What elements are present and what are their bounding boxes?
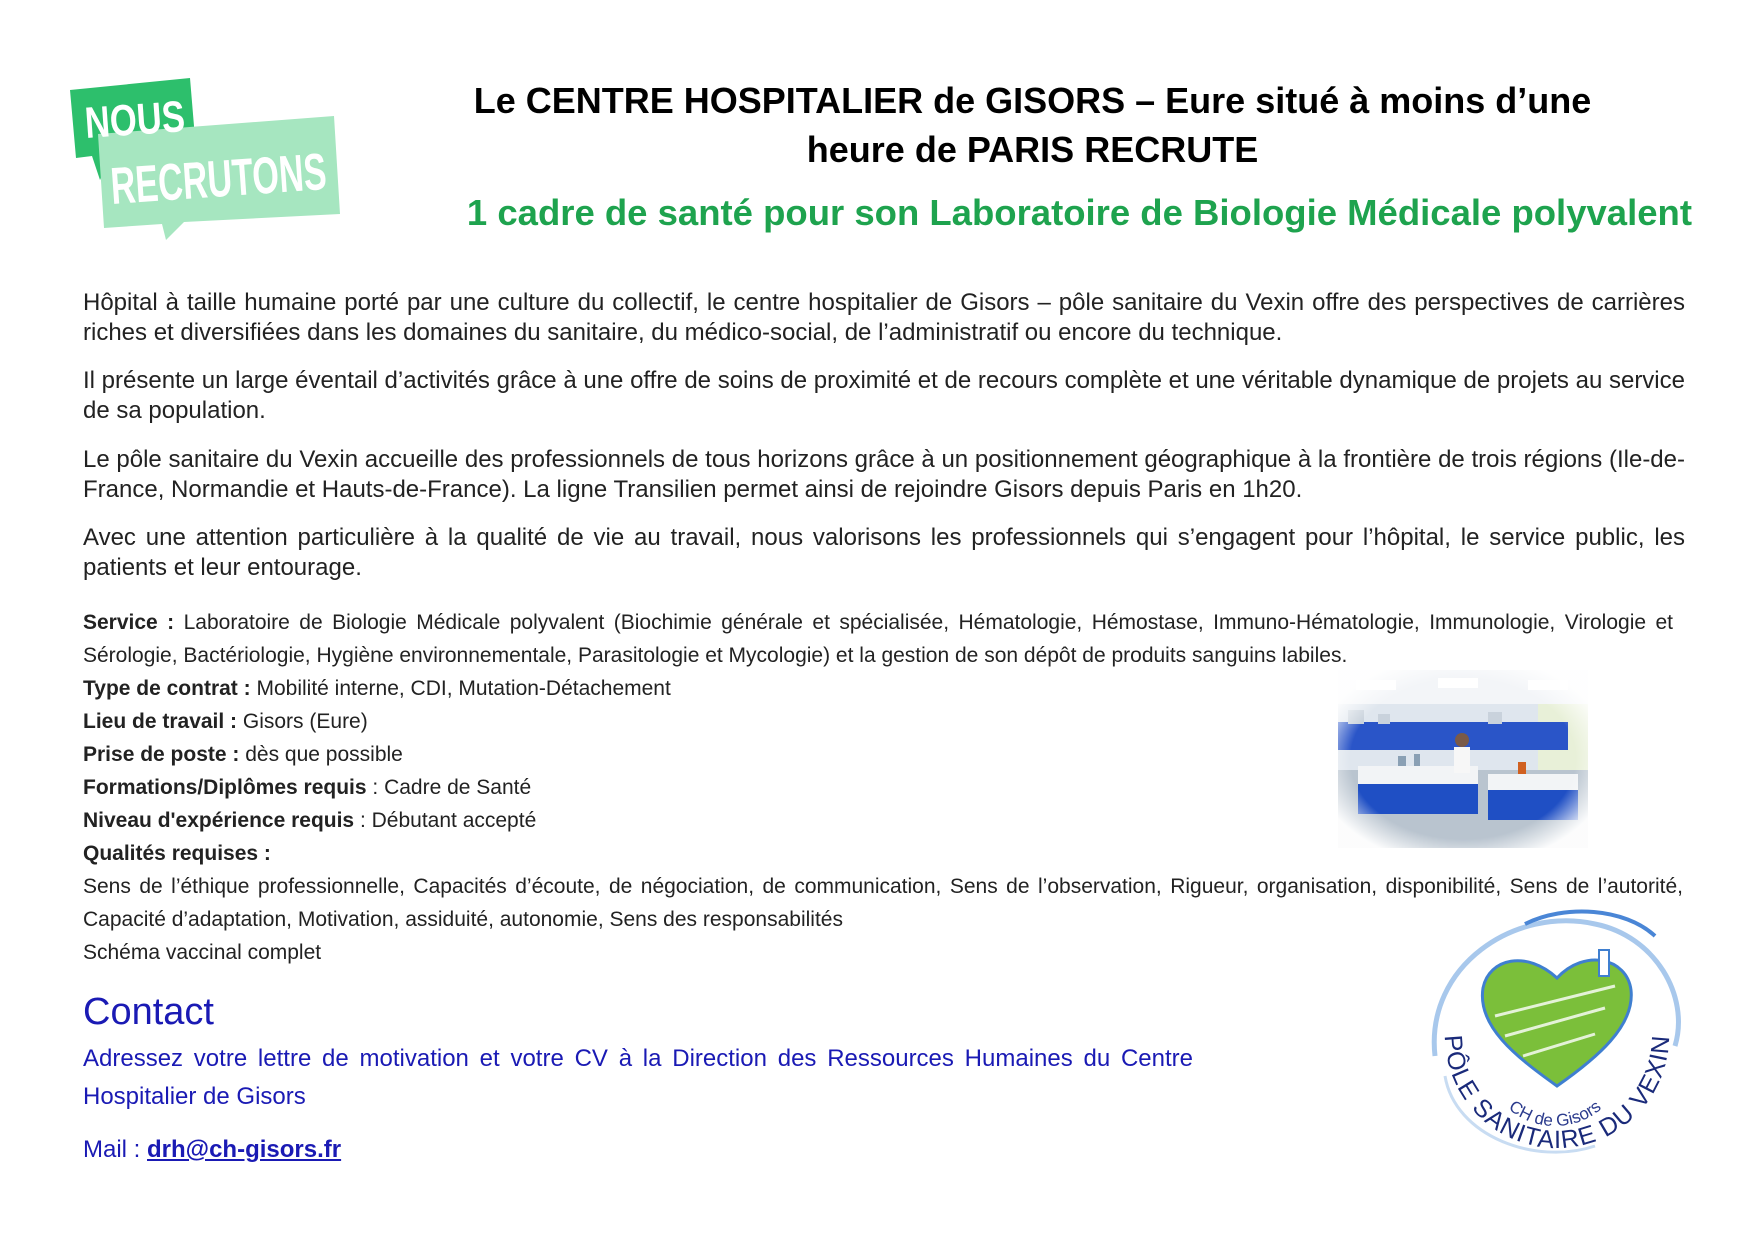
paragraph-geographie: Le pôle sanitaire du Vexin accueille des professionnels de tous horizons grâce à un positionnement géographique à la frontière de trois régions (Ile-de-France, Normandie et Hauts-de-France). La ligne Transilien permet ainsi de rejoindre Gisors depuis Paris en 1h20. (83, 446, 1685, 503)
logo-ring-text: PÔLE SANITAIRE DU VEXIN (1438, 1033, 1676, 1155)
laboratory-photo (1338, 670, 1588, 848)
contact-mail (83, 1136, 341, 1164)
contact-instructions: Adressez votre lettre de motivation et votre CV à la Direction des Ressources Humaines du Centre Hospitalier de Gisors (83, 1045, 1193, 1110)
detail-qualites-list: Sens de l’éthique professionnelle, Capacités d’écoute, de négociation, de communication, Sens de l’observation, Rigueur, organisation, disponibilité, Sens de l’autorité, Capacité d’adaptation, Motivation, assiduité, autonomie, Sens des responsabilités (83, 875, 1683, 931)
detail-contrat: Type de contrat : Mobilité interne, CDI, Mutation-Détachement (83, 677, 671, 700)
mail-link[interactable]: drh@ch-gisors.fr (147, 1136, 342, 1163)
detail-service: Service : Laboratoire de Biologie Médicale polyvalent (Biochimie générale et spécialisée, Hématologie, Hémostase, Immuno-Hématologie, Immunologie, Virologie et Sérologie, Bactériologie, Hygiène environnementale, Parasitologie et Mycologie) et la gestion de son dépôt de produits sanguins labiles. (83, 611, 1673, 667)
detail-prise: Prise de poste : dès que possible (83, 743, 403, 766)
mail-label: Mail : (83, 1136, 148, 1163)
pole-sanitaire-logo (1405, 896, 1710, 1196)
title-line-1: Le CENTRE HOSPITALIER de GISORS – Eure situé à moins d’une (473, 80, 1592, 121)
nous-recrutons-logo (70, 72, 441, 232)
logo-word-nous: NOUS (83, 90, 214, 148)
contact-heading: Contact (83, 991, 214, 1033)
detail-schema: Schéma vaccinal complet (83, 941, 322, 964)
logo-word-recrutons: RECRUTONS (108, 135, 441, 216)
paragraph-intro: Hôpital à taille humaine porté par une culture du collectif, le centre hospitalier de Gisors – pôle sanitaire du Vexin offre des perspectives de carrières riches et diversifiées dans les domaines du sanitaire, du médico-social, de l’administratif ou encore du technique. (83, 289, 1685, 346)
paragraph-activites: Il présente un large éventail d’activités grâce à une offre de soins de proximité et de recours complète et une véritable dynamique de projets au service de sa population. (83, 367, 1685, 424)
title-line-2: heure de PARIS RECRUTE (806, 129, 1259, 170)
page-title (360, 76, 1705, 174)
detail-lieu: Lieu de travail : Gisors (Eure) (83, 710, 368, 733)
detail-niveau: Niveau d'expérience requis : Débutant accepté (83, 809, 537, 832)
detail-formations: Formations/Diplômes requis : Cadre de Santé (83, 776, 532, 799)
paragraph-qualite-vie: Avec une attention particulière à la qualité de vie au travail, nous valorisons les professionnels qui s’engagent pour l’hôpital, le service public, les patients et leur entourage. (83, 524, 1685, 581)
logo-inner-text: CH de Gisors (1505, 1096, 1605, 1131)
job-subtitle: 1 cadre de santé pour son Laboratoire de Biologie Médicale polyvalent (466, 192, 1692, 233)
detail-qualites-label: Qualités requises : (83, 842, 271, 865)
